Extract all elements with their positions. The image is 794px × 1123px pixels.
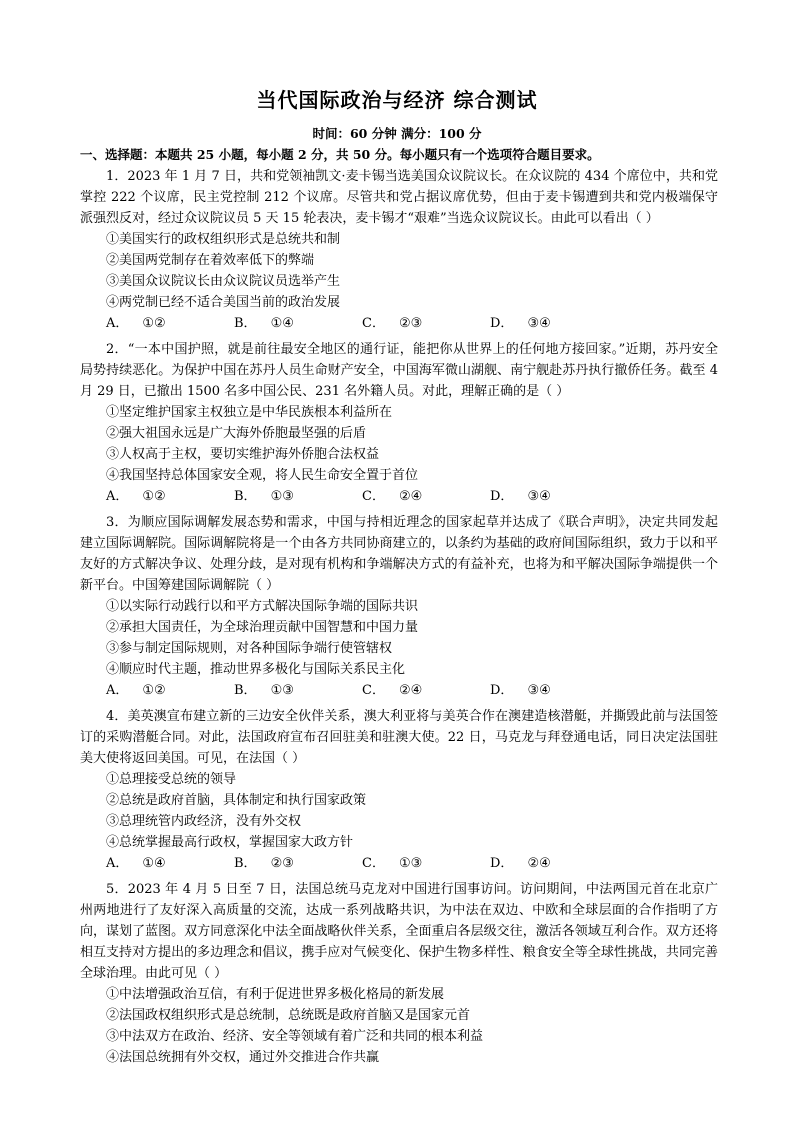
statement-option: ②美国两党制存在着效率低下的弊端 (106, 253, 315, 268)
statement-option: ①坚定维护国家主权独立是中华民族根本利益所在 (106, 405, 393, 420)
statement-option: ④两党制已经不适合美国当前的政治发展 (106, 295, 341, 310)
question-stem: 4．美英澳宣布建立新的三边安全伙伴关系，澳大利亚将与美英合作在澳建造核潜艇，并撕毁此前与法国签订的采购潜艇合同。对此，法国政府宣布召回驻美和驻澳大使。22 日，马克龙与拜登通电话，同日决定法国驻美大使将返回美国。可见，在法国（ ） (80, 709, 718, 766)
question-2 (80, 339, 718, 507)
question-stem: 2．“一本中国护照，就是前往最安全地区的通行证，能把你从世界上的任何地方接回家。”近期，苏丹安全局势持续恶化。为保护中国在苏丹人员生命财产安全，中国海军微山湖舰、南宁舰赴苏丹执行撤侨任务。截至 4 月 29 日，已撤出 1500 名多中国公民、231 名外籍人员。对此，理解正确的是（ ） (80, 342, 718, 399)
page-title: 当代国际政治与经济 综合测试 (256, 88, 538, 112)
choice-c: C． ②④ (362, 489, 423, 504)
question-list (80, 166, 718, 1073)
choice-d: D． ③④ (490, 489, 551, 504)
statement-option: ③人权高于主权，要切实维护海外侨胞合法权益 (106, 447, 380, 462)
choice-b: B． ①③ (234, 489, 294, 504)
section-heading: 一、选择题：本题共 25 小题，每小题 2 分，共 50 分。每小题只有一个选项符合题目要求。 (80, 147, 600, 162)
statement-option: ①美国实行的政权组织形式是总统共和制 (106, 232, 341, 247)
answer-choices (80, 486, 718, 507)
question-stem: 3．为顺应国际调解发展态势和需求，中国与持相近理念的国家起草并达成了《联合声明》，决定共同发起建立国际调解院。国际调解院将是一个由各方共同协商建立的，以条约为基础的政府间国际组织，致力于以和平友好的方式解决争议、处理分歧，是对现有机构和争端解决方式的有益补充，也将为和平解决国际争端提供一个新平台。中国筹建国际调解院（ ） (80, 515, 718, 593)
question-3 (80, 512, 718, 701)
statement-option: ④总统掌握最高行政权，掌握国家大政方针 (106, 835, 354, 850)
question-stem: 1．2023 年 1 月 7 日，共和党领袖凯文·麦卡锡当选美国众议院议长。在众议院的 434 个席位中，共和党掌控 222 个议席，民主党控制 212 个议席。尽管共和党占据议席优势，但由于麦卡锡遭到共和党内极端保守派强烈反对，经过众议院议员 5 天 15 轮表决，麦卡锡才“艰难”当选众议院议长。由此可以看出（ ） (80, 169, 718, 226)
question-stem: 5．2023 年 4 月 5 日至 7 日，法国总统马克龙对中国进行国事访问。访问期间，中法两国元首在北京广州两地进行了友好深入高质量的交流，达成一系列战略共识，为中法在双边、中欧和全球层面的合作指明了方向，谋划了蓝图。双方同意深化中法全面战略伙伴关系，全面重启各层级交往，激活各领域互利合作。双方还将相互支持对方提出的多边理念和倡议，携手应对气候变化、保护生物多样性、粮食安全等全球性挑战，共同完善全球治理。由此可见（ ） (80, 882, 718, 981)
statement-option: ④顺应时代主题，推动世界多极化与国际关系民主化 (106, 662, 406, 677)
choice-d: D． ③④ (490, 683, 551, 698)
choice-a: A． ①② (106, 316, 166, 331)
statement-option: ①中法增强政治互信，有利于促进世界多极化格局的新发展 (106, 987, 445, 1002)
choice-c: C． ①③ (362, 856, 423, 871)
choice-d: D． ③④ (490, 316, 551, 331)
exam-time-score: 时间：60 分钟 满分：100 分 (312, 126, 482, 141)
statement-option: ③美国众议院议长由众议院议员选举产生 (106, 274, 341, 289)
answer-choices (80, 313, 718, 334)
statement-option: ②总统是政府首脑，具体制定和执行国家政策 (106, 793, 367, 808)
statement-option: ④法国总统拥有外交权，通过外交推进合作共赢 (106, 1050, 380, 1065)
choice-a: A． ①② (106, 489, 166, 504)
statement-option: ③参与制定国际规则，对各种国际争端行使管辖权 (106, 641, 393, 656)
statement-option: ②强大祖国永远是广大海外侨胞最坚强的后盾 (106, 426, 367, 441)
choice-c: C． ②④ (362, 683, 423, 698)
answer-choices (80, 680, 718, 701)
statement-option: ③总理统管内政经济，没有外交权 (106, 814, 302, 829)
question-4 (80, 706, 718, 874)
statement-option: ③中法双方在政治、经济、安全等领域有着广泛和共同的根本利益 (106, 1029, 484, 1044)
question-1 (80, 166, 718, 334)
choice-a: A． ①② (106, 683, 166, 698)
statement-option: ①总理接受总统的领导 (106, 772, 237, 787)
question-5 (80, 879, 718, 1068)
statement-option: ①以实际行动践行以和平方式解决国际争端的国际共识 (106, 599, 419, 614)
choice-b: B． ①④ (234, 316, 294, 331)
statement-option: ②承担大国责任，为全球治理贡献中国智慧和中国力量 (106, 620, 419, 635)
choice-d: D． ②④ (490, 856, 551, 871)
statement-option: ④我国坚持总体国家安全观，将人民生命安全置于首位 (106, 468, 419, 483)
answer-choices (80, 853, 718, 874)
choice-a: A． ①④ (106, 856, 166, 871)
choice-b: B． ②③ (234, 856, 294, 871)
statement-option: ②法国政权组织形式是总统制，总统既是政府首脑又是国家元首 (106, 1008, 471, 1023)
choice-c: C． ②③ (362, 316, 423, 331)
choice-b: B． ①③ (234, 683, 294, 698)
